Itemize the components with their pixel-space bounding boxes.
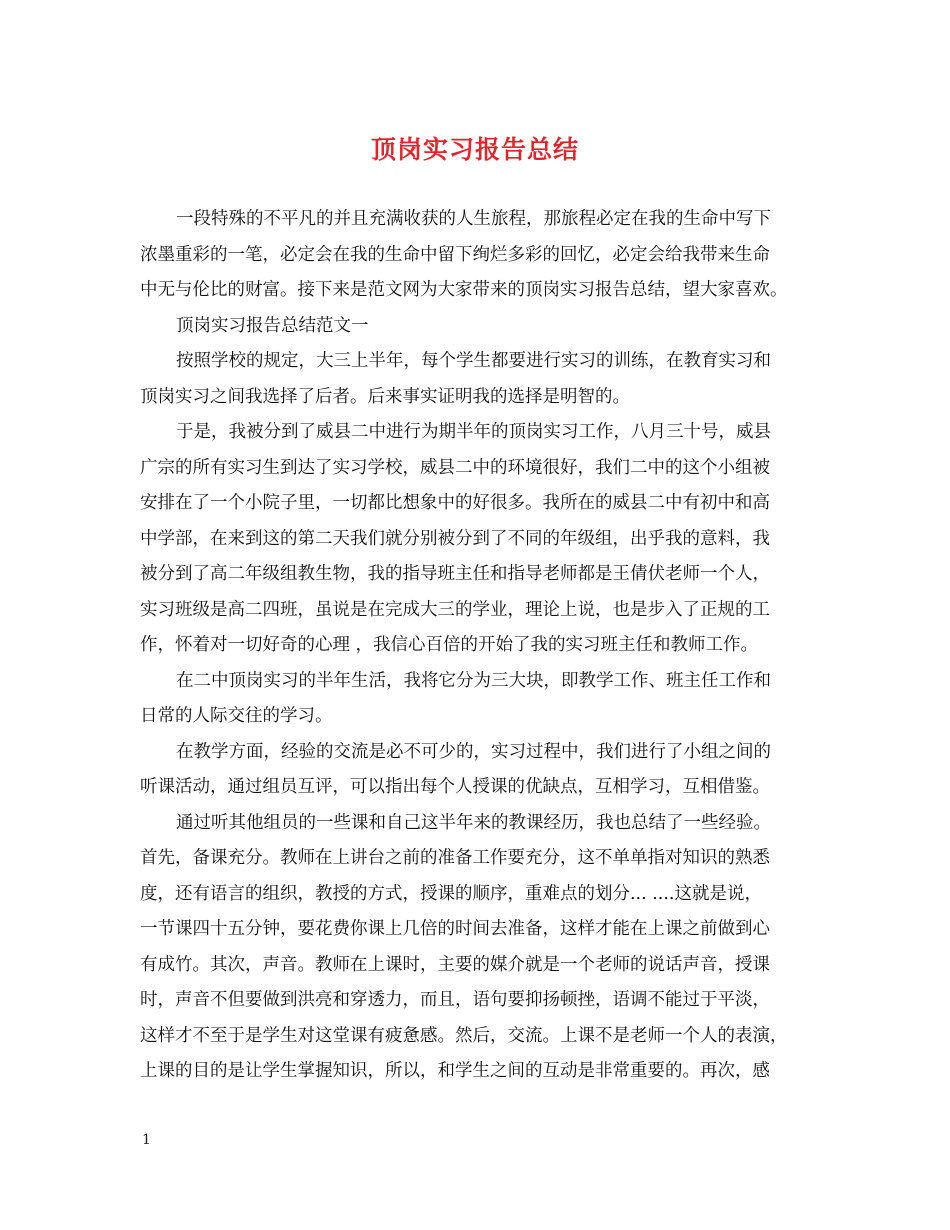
text-line: 上课的目的是让学生掌握知识，所以，和学生之间的互动是非常重要的。再次，感 (140, 1061, 770, 1081)
text-line: 在教学方面，经验的交流是必不可少的，实习过程中，我们进行了小组之间的 (176, 741, 771, 762)
text-line: 有成竹。其次，声音。教师在上课时，主要的媒介就是一个老师的说话声音，授课 (140, 954, 770, 975)
text-line: 日常的人际交往的学习。 (140, 706, 333, 726)
text-line: 被分到了高二年级组教生物，我的指导班主任和指导老师都是王倩伏老师一个人， (140, 564, 770, 584)
text-line: 一段特殊的不平凡的并且充满收获的人生旅程，那旅程必定在我的生命中写下 (176, 209, 771, 229)
text-line: 按照学校的规定，大三上半年，每个学生都要进行实习的训练，在教育实习和 (176, 351, 771, 371)
text-line: 听课活动，通过组员互评，可以指出每个人授课的优缺点，互相学习，互相借鉴。 (140, 777, 770, 797)
text-line: 在二中顶岗实习的半年生活，我将它分为三大块，即教学工作、班主任工作和 (176, 670, 771, 691)
text-line: 这样才不至于是学生对这堂课有疲惫感。然后，交流。上课不是老师一个人的表演， (140, 1025, 788, 1046)
text-line: 度，还有语言的组织，教授的方式，授课的顺序，重难点的划分... ....这就是说， (140, 883, 762, 904)
text-line: 首先，备课充分。教师在上讲台之前的准备工作要充分，这不单单指对知识的熟悉 (140, 848, 770, 868)
text-line: 顶岗实习之间我选择了后者。后来事实证明我的选择是明智的。 (140, 386, 630, 407)
document-title: 顶岗实习报告总结 (370, 135, 579, 164)
text-line: 广宗的所有实习生到达了实习学校，威县二中的环境很好，我们二中的这个小组被 (140, 457, 770, 478)
text-line: 浓墨重彩的一笔，必定会在我的生命中留下绚烂多彩的回忆，必定会给我带来生命 (140, 244, 770, 265)
document-body (140, 202, 815, 1090)
section-heading: 顶岗实习报告总结范文一 (176, 315, 369, 336)
text-line: 于是，我被分到了威县二中进行为期半年的顶岗实习工作，八月三十号，威县 (176, 422, 771, 442)
text-line: 时，声音不但要做到洪亮和穿透力，而且，语句要抑扬顿挫，语调不能过于平淡， (140, 990, 770, 1010)
text-line: 安排在了一个小院子里，一切都比想象中的好很多。我所在的威县二中有初中和高 (140, 493, 770, 513)
text-line: 一节课四十五分钟，要花费你课上几倍的时间去准备，这样才能在上课之前做到心 (140, 919, 770, 939)
text-line: 作，怀着对一切好奇的心理 ，我信心百倍的开始了我的实习班主任和教师工作。 (140, 635, 759, 655)
text-line: 中学部，在来到这的第二天我们就分别被分到了不同的年级组，出乎我的意料，我 (140, 528, 770, 549)
text-line: 实习班级是高二四班，虽说是在完成大三的学业，理论上说，也是步入了正规的工 (140, 599, 770, 620)
text-line: 通过听其他组员的一些课和自己这半年来的教课经历，我也总结了一些经验。 (176, 812, 771, 833)
page-number: 1 (142, 1132, 151, 1148)
text-line: 中无与伦比的财富。接下来是范文网为大家带来的顶岗实习报告总结，望大家喜欢。 (140, 280, 788, 300)
